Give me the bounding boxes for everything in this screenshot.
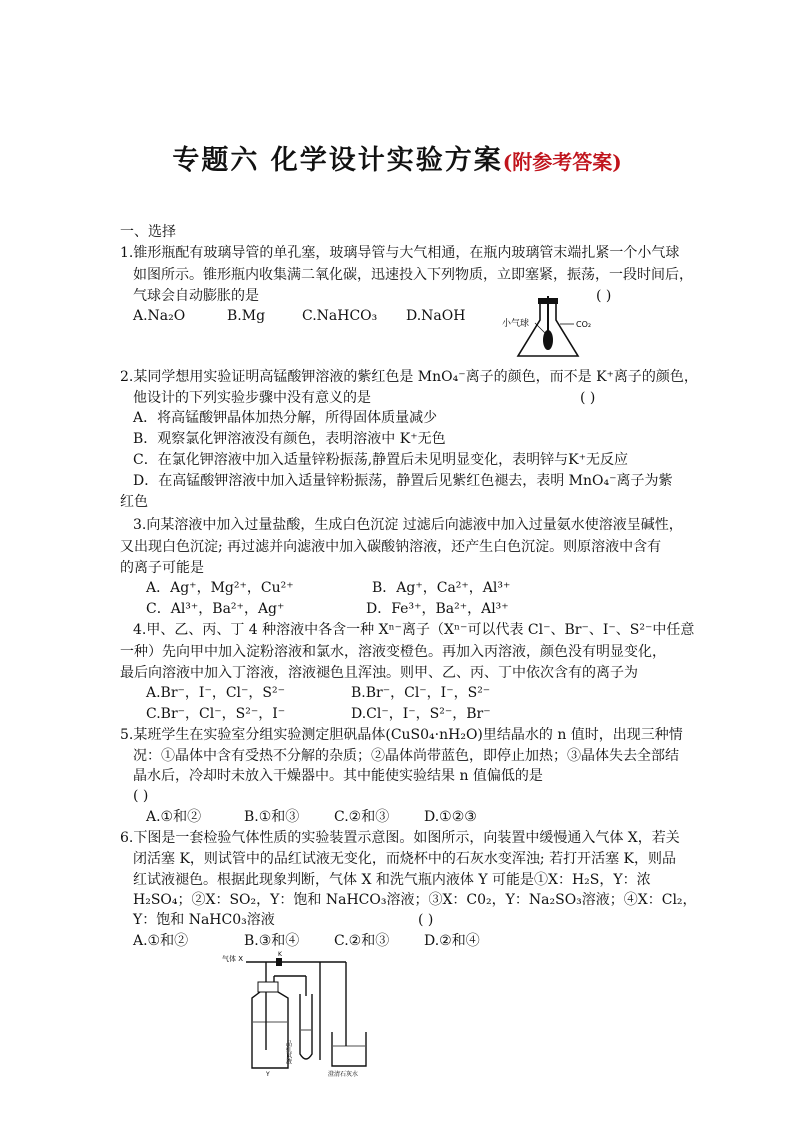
q6-option-c: C.②和③ [334, 933, 390, 949]
q5-line-2: 况：①晶体中含有受热不分解的杂质；②晶体尚带蓝色，即停止加热；③晶体失去全部结 [133, 748, 679, 764]
q4-option-d: D.Cl⁻，I⁻，S²⁻，Br⁻ [351, 706, 491, 722]
co2-label: CO₂ [576, 320, 592, 329]
q6-answer-blank: ( ) [418, 912, 434, 928]
title-main: 专题六 化学设计实验方案 [172, 145, 503, 176]
q6-option-a: A.①和② [133, 933, 189, 949]
q4-line-3: 最后向溶液中加入丁溶液，溶液褪色且浑浊。则甲、乙、丙、丁中依次含有的离子为 [120, 665, 638, 681]
q1-option-a: A.Na₂O [133, 308, 186, 324]
q5-line-1: 5.某班学生在实验室分组实验测定胆矾晶体(CuS0₄·nH₂O)里结晶水的 n 值时，出现三种情 [120, 727, 683, 743]
limewater-label: 澄清石灰水 [328, 1071, 359, 1078]
q6-line-1: 6.下图是一套检验气体性质的实验装置示意图。如图所示，向装置中缓慢通入气体 X，若关 [120, 830, 680, 846]
q3-line-1: 3.向某溶液中加入过量盐酸，生成白色沉淀 过滤后向滤液中加入过量氨水使溶液呈碱性， [133, 517, 683, 533]
q5-option-a: A.①和② [146, 809, 202, 825]
page-title [0, 138, 794, 177]
q1-line-2: 如图所示。锥形瓶内收集满二氧化碳，迅速投入下列物质，立即塞紧，振荡，一段时间后， [133, 267, 693, 283]
q4-option-a: A.Br⁻，I⁻，Cl⁻，S²⁻ [146, 685, 286, 701]
test-tube-icon [300, 994, 312, 1059]
q1-line-1: 1.锥形瓶配有玻璃导管的单孔塞，玻璃导管与大气相通，在瓶内玻璃管末端扎紧一个小气球 [120, 245, 680, 261]
q6-apparatus-figure [220, 950, 400, 1078]
q3-option-a: A．Ag⁺，Mg²⁺，Cu²⁺ [146, 580, 294, 596]
q6-line-5: Y：饱和 NaHC0₃溶液 [133, 912, 275, 928]
q1-flask-figure [500, 296, 610, 362]
q5-option-b: B.①和③ [244, 809, 300, 825]
q2-option-a: A．将高锰酸钾晶体加热分解，所得固体质量减少 [133, 410, 438, 426]
q6-option-b: B.③和④ [244, 933, 300, 949]
q2-option-c: C．在氯化钾溶液中加入适量锌粉振荡,静置后未见明显变化，表明锌与K⁺无反应 [133, 452, 629, 468]
wash-bottle-icon [252, 992, 288, 1068]
q1-line-3: 气球会自动膨胀的是 [133, 288, 259, 304]
q2-option-b: B．观察氯化钾溶液没有颜色，表明溶液中 K⁺无色 [133, 431, 446, 447]
gas-x-label: 气体 X [222, 955, 244, 963]
q2-option-d-cont: 红色 [120, 494, 148, 510]
q3-line-3: 的离子可能是 [120, 560, 204, 576]
q6-line-2: 闭活塞 K，则试管中的品红试液无变化，而烧杯中的石灰水变浑浊; 若打开活塞 K，则品 [133, 851, 676, 867]
q4-line-1: 4.甲、乙、丙、丁 4 种溶液中各含一种 Xⁿ⁻离子（Xⁿ⁻可以代表 Cl⁻、Br⁻、I⁻、S²⁻中任意 [133, 622, 695, 638]
title-note: (附参考答案) [502, 150, 622, 174]
section-heading: 一、选择 [120, 224, 176, 240]
liquid-y-label: Y [266, 1071, 270, 1078]
q1-option-b: B.Mg [227, 308, 266, 324]
q3-option-d: D．Fe³⁺，Ba²⁺，Al³⁺ [366, 601, 509, 617]
q1-option-c: C.NaHCO₃ [302, 308, 378, 324]
q3-line-2: 又出现白色沉淀; 再过滤并向滤液中加入碳酸钠溶液，还产生白色沉淀。则原溶液中含有 [120, 539, 662, 555]
q5-line-3: 晶水后，冷却时未放入干燥器中。其中能使实验结果 n 值偏低的是 [133, 768, 543, 784]
q1-answer-blank: ( ) [596, 288, 612, 304]
q3-option-b: B．Ag⁺，Ca²⁺，Al³⁺ [372, 580, 511, 596]
balloon-label: 小气球 [502, 319, 530, 329]
q3-option-c: C．Al³⁺，Ba²⁺，Ag⁺ [146, 601, 285, 617]
q6-line-4: H₂SO₄；②X：SO₂，Y：饱和 NaHCO₃溶液；③X：C0₂，Y：Na₂SO₃溶液；④X：Cl₂， [133, 892, 697, 908]
magenta-reagent-label: 品红试液 [284, 1040, 292, 1064]
q2-answer-blank: ( ) [580, 390, 596, 406]
valve-k-label: K [278, 951, 282, 958]
q4-option-c: C.Br⁻，Cl⁻，S²⁻，I⁻ [146, 706, 286, 722]
q4-line-2: 一种）先向甲中加入淀粉溶液和氯水，溶液变橙色。再加入丙溶液，颜色没有明显变化， [120, 644, 666, 660]
q2-line-1: 2.某同学想用实验证明高锰酸钾溶液的紫红色是 MnO₄⁻离子的颜色，而不是 K⁺离子的颜色， [120, 369, 698, 385]
q5-option-d: D.①②③ [424, 809, 477, 825]
q6-line-3: 红试液褪色。根据此现象判断，气体 X 和洗气瓶内液体 Y 可能是①X：H₂S，Y：浓 [133, 872, 651, 888]
q2-line-2: 他设计的下列实验步骤中没有意义的是 [133, 390, 371, 406]
valve-k-icon [276, 958, 282, 966]
q1-option-d: D.NaOH [406, 308, 466, 324]
q5-option-c: C.②和③ [334, 809, 390, 825]
q6-option-d: D.②和④ [424, 933, 480, 949]
q4-option-b: B.Br⁻，Cl⁻，I⁻，S²⁻ [351, 685, 491, 701]
q5-answer-blank: ( ) [133, 788, 149, 804]
beaker-icon [332, 1032, 366, 1066]
q2-option-d: D．在高锰酸钾溶液中加入适量锌粉振荡，静置后见紫红色褪去，表明 MnO₄⁻离子为紫 [133, 473, 673, 489]
